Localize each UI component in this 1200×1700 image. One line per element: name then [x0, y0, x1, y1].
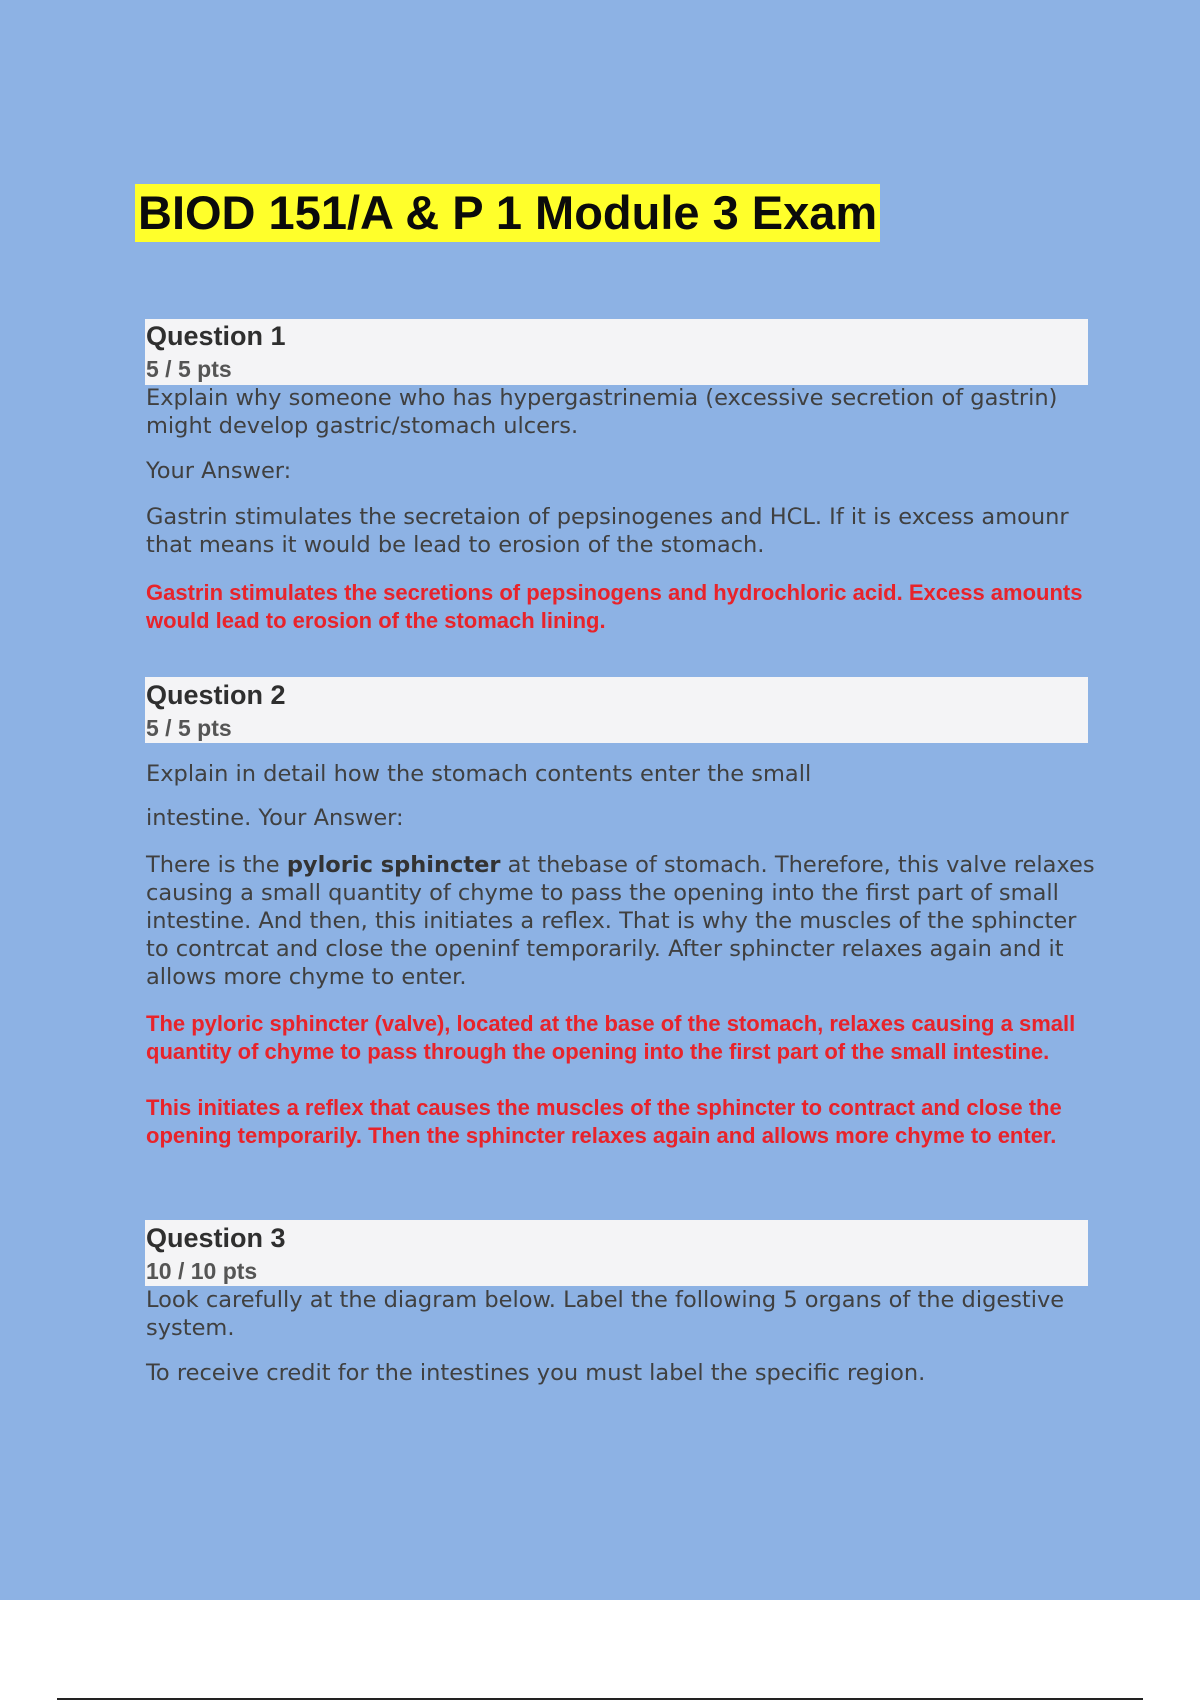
question-2-prompt-continued: intestine. Your Answer: [146, 805, 404, 831]
question-2-student-answer [146, 851, 1096, 991]
question-2-header [145, 677, 1088, 743]
question-3-header [145, 1220, 1088, 1286]
question-2-correct-answer-part-1: The pyloric sphincter (valve), located at the base of the stomach, relaxes causing a small quantity of chyme to pass through the opening into the first part of the small intestine. [146, 1011, 1076, 1064]
question-1-header [145, 319, 1088, 385]
question-2-correct-answer-part-2: This initiates a reflex that causes the muscles of the sphincter to contract and close the opening temporarily. Then the sphincter relaxes again and allows more chyme to enter. [146, 1095, 1062, 1148]
question-2-prompt: Explain in detail how the stomach contents enter the small [146, 761, 812, 787]
question-3-heading: Question 3 [146, 1223, 286, 1253]
student-answer-text: at thebase of stomach. Therefore, this valve relaxes causing a small quantity of chyme to pass the opening into the first part of small intestine. And then, this initiates a reflex. That is why the muscles of the sphincter to contrcat and close the openinf temporarily. After sphincter relaxes again and it allows more chyme to enter. [146, 852, 1095, 990]
question-1-answer-label: Your Answer: [146, 458, 292, 484]
question-2-heading: Question 2 [146, 680, 286, 710]
exam-title: BIOD 151/A & P 1 Module 3 Exam [135, 184, 880, 242]
question-1-heading: Question 1 [146, 321, 286, 351]
question-3-instruction: To receive credit for the intestines you must label the specific region. [146, 1360, 926, 1386]
question-1-prompt: Explain why someone who has hypergastrinemia (excessive secretion of gastrin) might develop gastric/stomach ulcers. [146, 385, 1058, 439]
question-1-points: 5 / 5 pts [146, 356, 232, 382]
question-3-prompt: Look carefully at the diagram below. Label the following 5 organs of the digestive system. [146, 1287, 1065, 1341]
question-1-correct-answer: Gastrin stimulates the secretions of pepsinogens and hydrochloric acid. Excess amounts would lead to erosion of the stomach lining. [146, 580, 1083, 633]
question-1-student-answer: Gastrin stimulates the secretaion of pepsinogenes and HCL. If it is excess amounr that means it would be lead to erosion of the stomach. [146, 504, 1069, 558]
pyloric-sphincter-term: pyloric sphincter [286, 852, 501, 878]
student-answer-text: There is the [146, 852, 287, 878]
question-2-points: 5 / 5 pts [146, 715, 232, 741]
question-3-points: 10 / 10 pts [146, 1258, 258, 1284]
